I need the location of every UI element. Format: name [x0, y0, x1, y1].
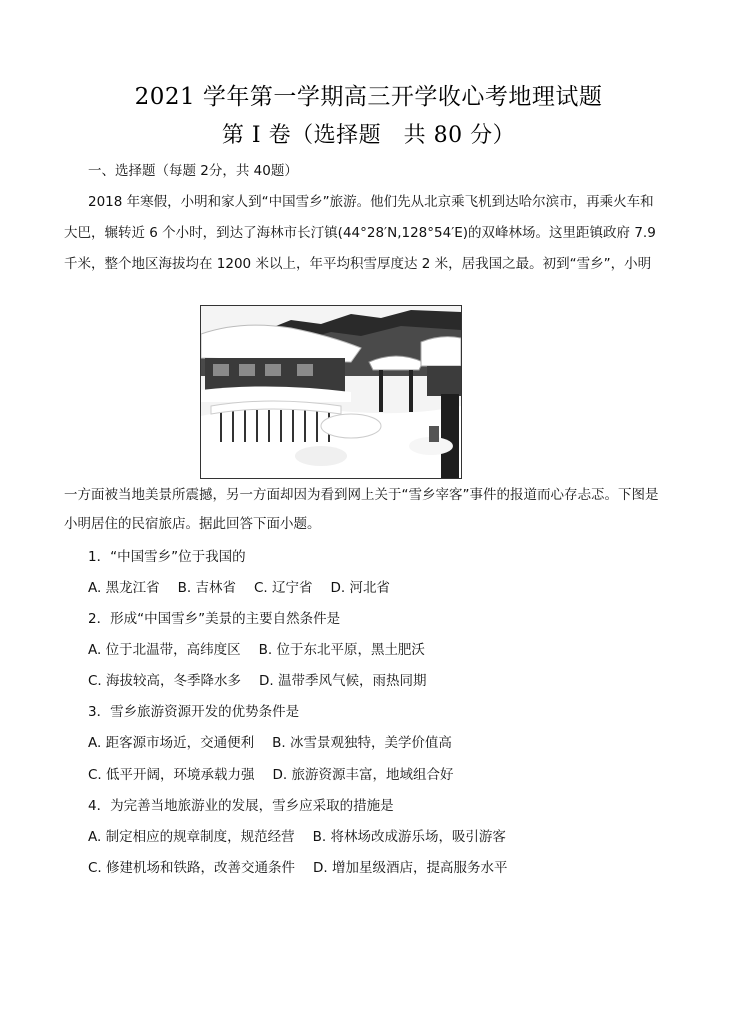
option-c[interactable]: C. 辽宁省 [253, 580, 313, 596]
question-2-stem: 2．形成“中国雪乡”美景的主要自然条件是 [88, 611, 341, 627]
passage-line: 千米，整个地区海拔均在 1200 米以上，年平均积雪厚度达 2 米，居我国之最。初到“雪乡”，小明 [64, 256, 652, 272]
option-b[interactable]: B. 位于东北平原，黑土肥沃 [258, 642, 425, 658]
question-3-options-row2 [88, 766, 454, 784]
option-c[interactable]: C. 海拔较高，冬季降水多 [88, 673, 242, 689]
section-header: 一、选择题（每题 2分，共 40题） [88, 163, 298, 179]
option-a[interactable]: A. 黑龙江省 [88, 580, 160, 596]
option-c[interactable]: C. 修建机场和铁路，改善交通条件 [88, 860, 296, 876]
question-4-options-row1 [88, 828, 506, 846]
option-b[interactable]: B. 吉林省 [177, 580, 236, 596]
section-title: 第 I 卷（选择题 共 80 分） [221, 123, 516, 148]
option-d[interactable]: D. 旅游资源丰富，地域组合好 [272, 767, 454, 783]
option-d[interactable]: D. 河北省 [330, 580, 390, 596]
option-a[interactable]: A. 位于北温带，高纬度区 [88, 642, 241, 658]
option-d[interactable]: D. 温带季风气候，雨热同期 [259, 673, 427, 689]
option-a[interactable]: A. 距客源市场近，交通便利 [88, 735, 255, 751]
passage-line: 2018 年寒假，小明和家人到“中国雪乡”旅游。他们先从北京乘飞机到达哈尔滨市，再乘火车和 [88, 194, 654, 210]
option-b[interactable]: B. 将林场改成游乐场，吸引游客 [312, 829, 506, 845]
question-4-stem: 4．为完善当地旅游业的发展，雪乡应采取的措施是 [88, 798, 394, 814]
option-d[interactable]: D. 增加星级酒店，提高服务水平 [313, 860, 508, 876]
question-1-stem: 1．“中国雪乡”位于我国的 [88, 549, 246, 565]
snow-village-photo [200, 305, 462, 479]
exam-title: 2021 学年第一学期高三开学收心考地理试题 [134, 84, 603, 110]
option-b[interactable]: B. 冰雪景观独特，美学价值高 [272, 735, 452, 751]
question-3-options-row1 [88, 734, 452, 752]
option-c[interactable]: C. 低平开阔，环境承载力强 [88, 767, 255, 783]
passage-line: 小明居住的民宿旅店。据此回答下面小题。 [64, 516, 321, 532]
question-2-options-row1 [88, 641, 425, 659]
question-2-options-row2 [88, 672, 427, 690]
passage-line: 大巴，辗转近 6 个小时，到达了海林市长汀镇(44°28′N,128°54′E)的双峰林场。这里距镇政府 7.9 [64, 225, 656, 241]
question-1-options [88, 579, 390, 597]
question-4-options-row2 [88, 859, 508, 877]
option-a[interactable]: A. 制定相应的规章制度，规范经营 [88, 829, 295, 845]
question-3-stem: 3．雪乡旅游资源开发的优势条件是 [88, 704, 300, 720]
passage-line: 一方面被当地美景所震撼，另一方面却因为看到网上关于“雪乡宰客”事件的报道而心存忐忑。下图是 [64, 487, 659, 503]
